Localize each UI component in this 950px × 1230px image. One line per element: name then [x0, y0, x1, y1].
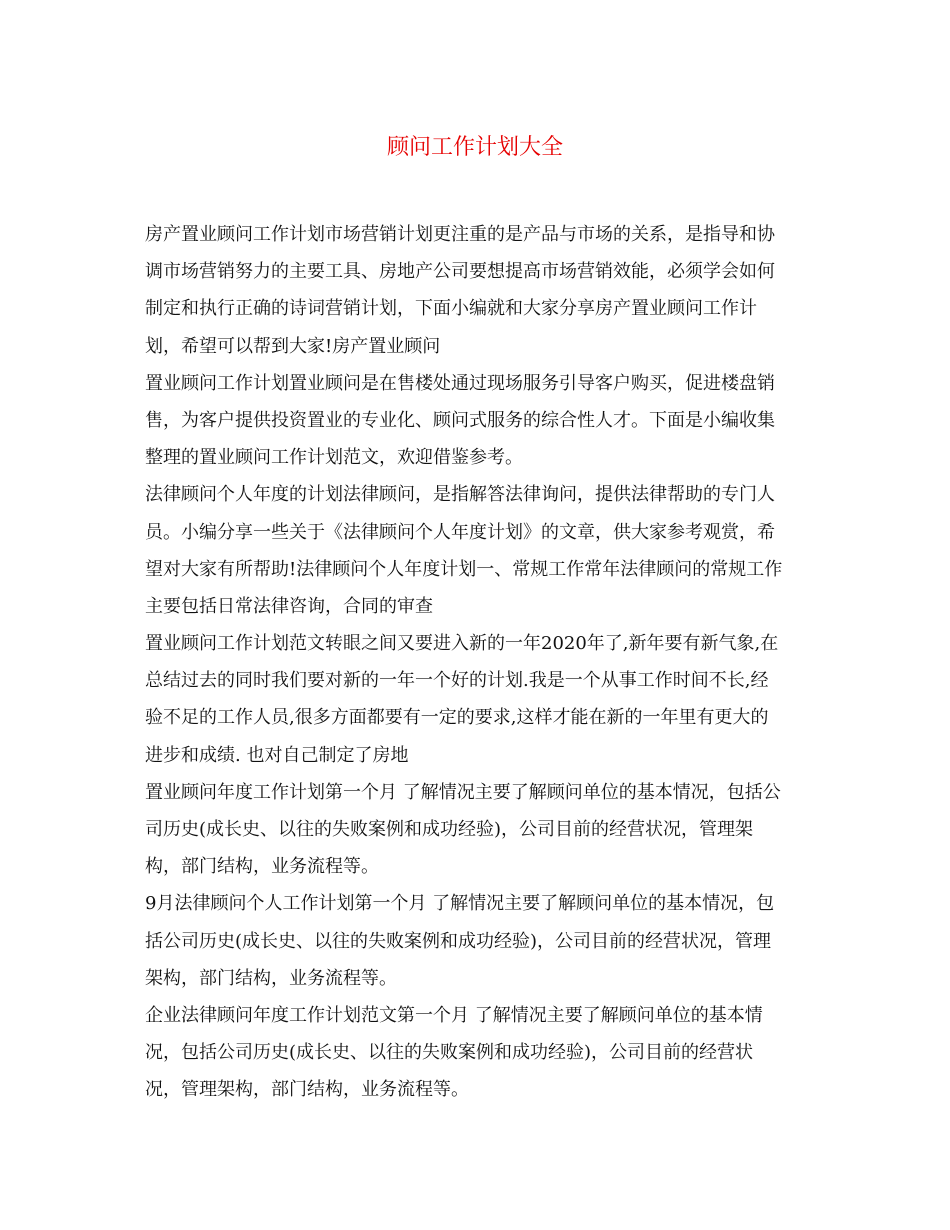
- paragraph: [145, 476, 809, 625]
- paragraph-line: 构，部门结构，业务流程等。: [145, 856, 379, 878]
- paragraph: [145, 625, 809, 774]
- paragraph-line: 售，为客户提供投资置业的专业化、顾问式服务的综合性人才。下面是小编收集: [145, 409, 775, 431]
- paragraph: [145, 774, 809, 886]
- paragraph-line: 置业顾问工作计划范文转眼之间又要进入新的一年2020年了,新年要有新气象,在: [145, 633, 779, 655]
- paragraph-line: 法律顾问个人年度的计划法律顾问，是指解答法律询问，提供法律帮助的专门人: [145, 484, 775, 506]
- paragraph: [145, 885, 809, 997]
- paragraph-line: 制定和执行正确的诗词营销计划，下面小编就和大家分享房产置业顾问工作计: [145, 298, 757, 320]
- paragraph: [145, 997, 809, 1109]
- paragraph-line: 望对大家有所帮助!法律顾问个人年度计划一、常规工作常年法律顾问的常规工作: [145, 558, 783, 580]
- paragraph-line: 进步和成绩. 也对自己制定了房地: [145, 744, 409, 766]
- paragraph-line: 司历史(成长史、以往的失败案例和成功经验)，公司目前的经营状况，管理架: [145, 819, 754, 840]
- paragraph-line: 调市场营销努力的主要工具、房地产公司要想提高市场营销效能，必须学会如何: [145, 261, 775, 283]
- paragraph-line: 划，希望可以帮到大家!房产置业顾问: [145, 335, 441, 357]
- document-body: [145, 216, 809, 1109]
- paragraph-line: 房产置业顾问工作计划市场营销计划更注重的是产品与市场的关系，是指导和协: [145, 224, 775, 245]
- paragraph-line: 架构，部门结构，业务流程等。: [145, 967, 397, 989]
- paragraph-line: 员。小编分享一些关于《法律顾问个人年度计划》的文章，供大家参考观赏，希: [145, 521, 775, 543]
- document-title: 顾问工作计划大全: [386, 135, 563, 160]
- paragraph-line: 验不足的工作人员,很多方面都要有一定的要求,这样才能在新的一年里有更大的: [145, 707, 769, 729]
- paragraph: [145, 365, 809, 477]
- paragraph-line: 主要包括日常法律咨询，合同的审查: [145, 595, 433, 617]
- paragraph-line: 整理的置业顾问工作计划范文，欢迎借鉴参考。: [145, 447, 523, 469]
- paragraph-line: 括公司历史(成长史、以往的失败案例和成功经验)，公司目前的经营状况，管理: [145, 930, 772, 952]
- paragraph-line: 企业法律顾问年度工作计划范文第一个月 了解情况主要了解顾问单位的基本情: [145, 1004, 763, 1026]
- paragraph-line: 置业顾问年度工作计划第一个月 了解情况主要了解顾问单位的基本情况，包括公: [145, 781, 781, 803]
- paragraph-line: 总结过去的同时我们要对新的一年一个好的计划.我是一个从事工作时间不长,经: [145, 670, 769, 692]
- paragraph: [145, 216, 809, 365]
- paragraph-line: 况，管理架构，部门结构，业务流程等。: [145, 1079, 469, 1101]
- paragraph-line: 置业顾问工作计划置业顾问是在售楼处通过现场服务引导客户购买，促进楼盘销: [145, 372, 775, 394]
- paragraph-line: 9月法律顾问个人工作计划第一个月 了解情况主要了解顾问单位的基本情况，包: [145, 893, 775, 915]
- paragraph-line: 况，包括公司历史(成长史、以往的失败案例和成功经验)，公司目前的经营状: [145, 1042, 754, 1064]
